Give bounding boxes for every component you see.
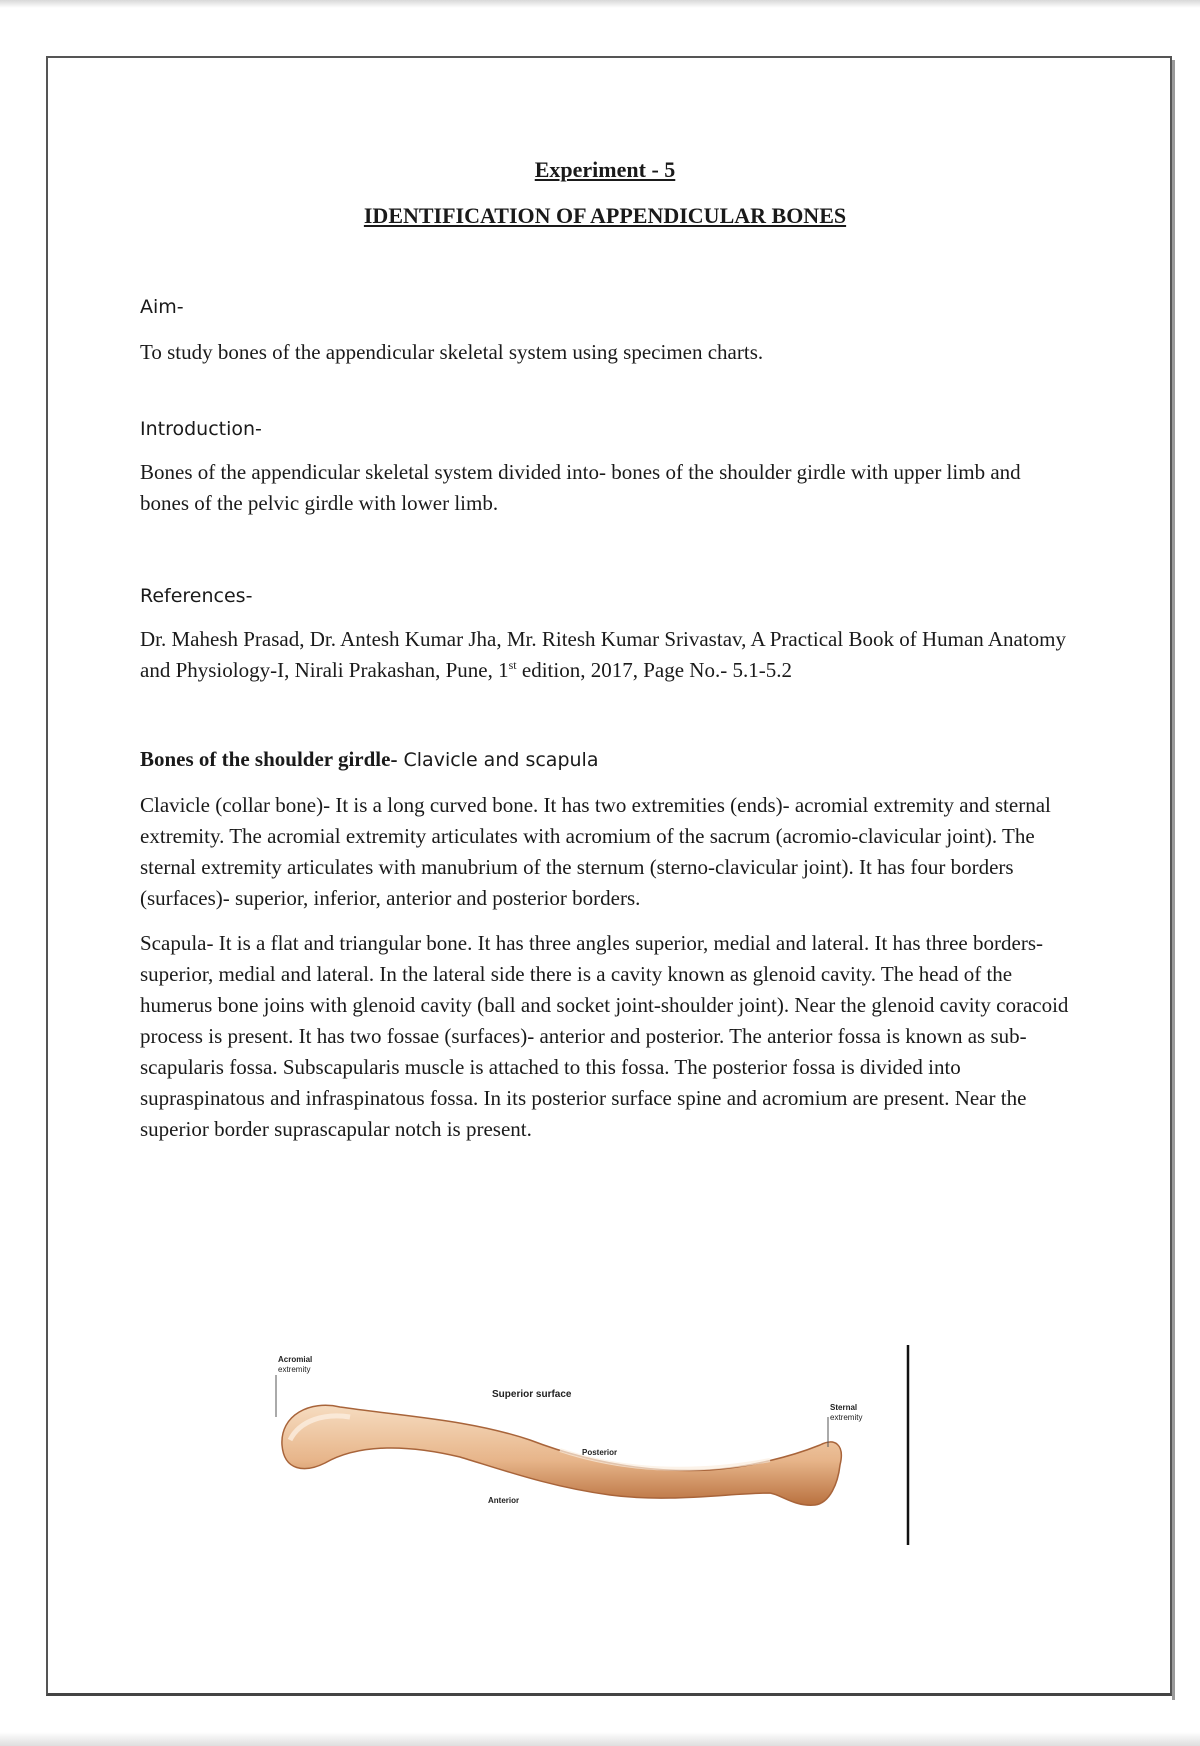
clavicle-paragraph: Clavicle (collar bone)- It is a long curved bone. It has two extremities (ends)- acromial extremity and sternal extremity. The acromial extremity articulates with acromium of the sacrum (acromio-clavicular joint). The sternal extremity articulates with manubrium of the sternum (sterno-clavicular joint). It has four borders (surfaces)- superior, inferior, anterior and posterior borders. (140, 793, 1051, 910)
page-title: IDENTIFICATION OF APPENDICULAR BONES (363, 203, 847, 228)
label-superior-surface: Superior surface (492, 1389, 572, 1400)
references-text (140, 624, 1070, 686)
clavicle-bone (282, 1405, 841, 1505)
scapula-paragraph: Scapula- It is a flat and triangular bone. It has three angles superior, medial and lateral. It has three borders- superior, medial and lateral. In the lateral side there is a cavity known as glenoid cavity. The head of the humerus bone joins with glenoid cavity (ball and socket joint-shoulder joint). Near the glenoid cavity coracoid process is present. It has two fossae (surfaces)- anterior and posterior. The anterior fossa is known as sub-scapularis fossa. Subscapularis muscle is attached to this fossa. The posterior fossa is divided into supraspinatous and infraspinatous fossa. In its posterior surface spine and acromium are present. Near the superior border suprascapular notch is present. (140, 931, 1069, 1141)
clavicle-figure (270, 1345, 910, 1545)
top-shadow (0, 0, 1200, 8)
label-acromial: Acromial (278, 1355, 313, 1364)
introduction-heading: Introduction- (140, 418, 262, 440)
aim-text: To study bones of the appendicular skeletal system using specimen charts. (140, 340, 764, 364)
shoulder-girdle-heading-bold: Bones of the shoulder girdle- (140, 747, 398, 771)
label-acromial-extremity: extremity (278, 1365, 311, 1374)
title-block (140, 150, 1070, 236)
references-sup: st (508, 658, 517, 672)
references-text-end: edition, 2017, Page No.- 5.1-5.2 (516, 658, 792, 682)
introduction-text: Bones of the appendicular skeletal system divided into- bones of the shoulder girdle with upper limb and bones of the pelvic girdle with lower limb. (140, 460, 1021, 515)
label-sternal-extremity: extremity (830, 1413, 863, 1422)
label-anterior: Anterior (488, 1496, 520, 1505)
references-text-main: Dr. Mahesh Prasad, Dr. Antesh Kumar Jha, Mr. Ritesh Kumar Srivastav, A Practical Book of Human Anatomy and Physiology-I, Nirali Prakashan, Pune, 1 (140, 627, 1067, 682)
label-sternal: Sternal (830, 1403, 858, 1412)
shoulder-girdle-heading (140, 744, 1070, 776)
label-posterior: Posterior (582, 1448, 618, 1457)
frame-shadow (1172, 60, 1175, 1700)
experiment-number: Experiment - 5 (534, 157, 676, 182)
references-heading: References- (140, 585, 253, 607)
bottom-shadow (0, 1732, 1200, 1746)
aim-heading: Aim- (140, 296, 184, 318)
document-body (140, 150, 1070, 1145)
shoulder-girdle-heading-rest: Clavicle and scapula (397, 749, 599, 771)
